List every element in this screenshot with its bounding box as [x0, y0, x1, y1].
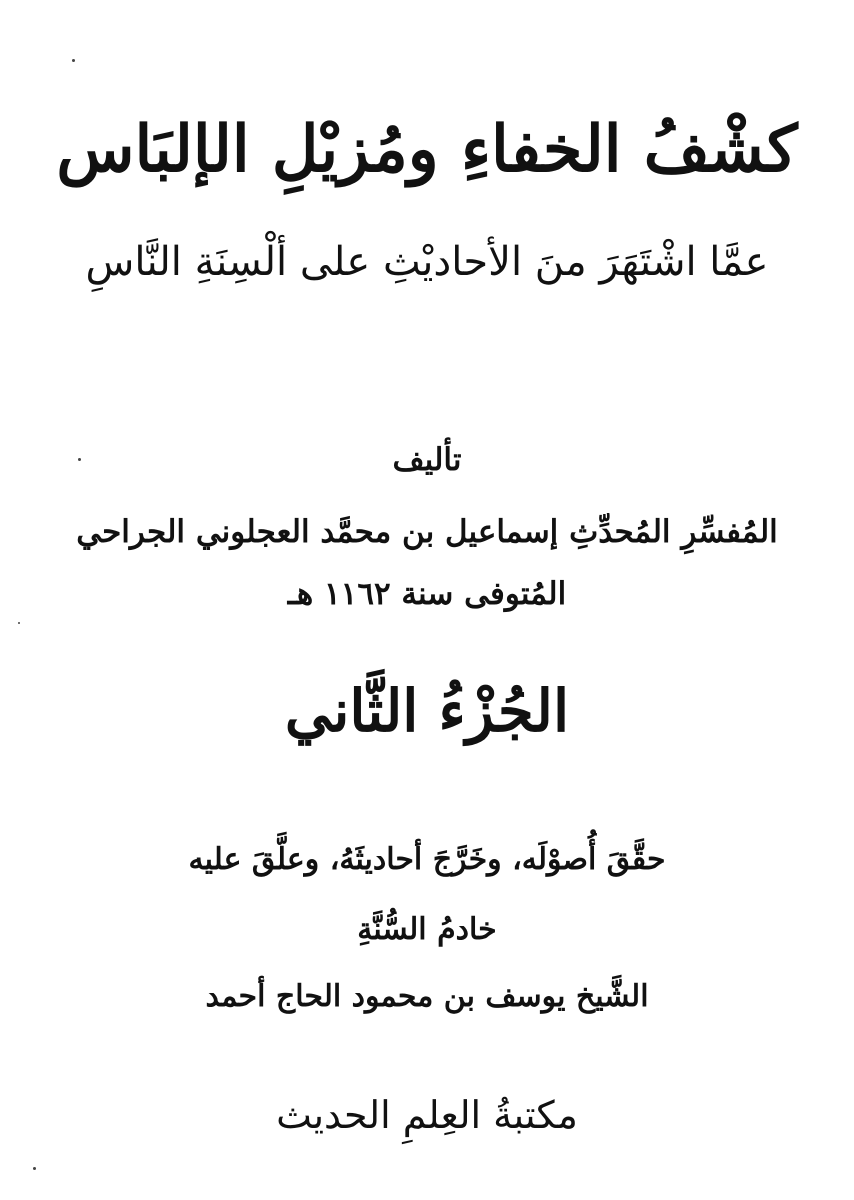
author-name: المُفسِّرِ المُحدِّثِ إسماعيل بن محمَّد العجلوني الجراحي — [76, 514, 778, 550]
publisher-name: مكتبةُ العِلمِ الحديث — [276, 1093, 578, 1137]
scan-speck — [33, 1167, 36, 1170]
authorship-label: تأليف — [392, 442, 462, 478]
editor-verification: حقَّقَ أُصوْلَه، وخَرَّجَ أحاديثَهُ، وعلَّقَ عليه — [188, 842, 666, 877]
book-subtitle: عمَّا اشْتَهَرَ منَ الأحاديْثِ على ألْسِنَةِ النَّاسِ — [85, 239, 769, 285]
editor-name: الشَّيخ يوسف بن محمود الحاج أحمد — [205, 979, 649, 1014]
scan-speck — [72, 59, 75, 62]
scan-speck — [78, 458, 81, 461]
book-title: كشْفُ الخفاءِ ومُزيْلِ الإلبَاس — [56, 112, 798, 187]
author-death-year: المُتوفى سنة ١١٦٢ هـ — [287, 576, 567, 612]
volume-title: الجُزْءُ الثَّاني — [284, 677, 570, 745]
scan-speck — [18, 622, 20, 624]
editor-title: خادمُ السُّنَّةِ — [357, 912, 497, 947]
